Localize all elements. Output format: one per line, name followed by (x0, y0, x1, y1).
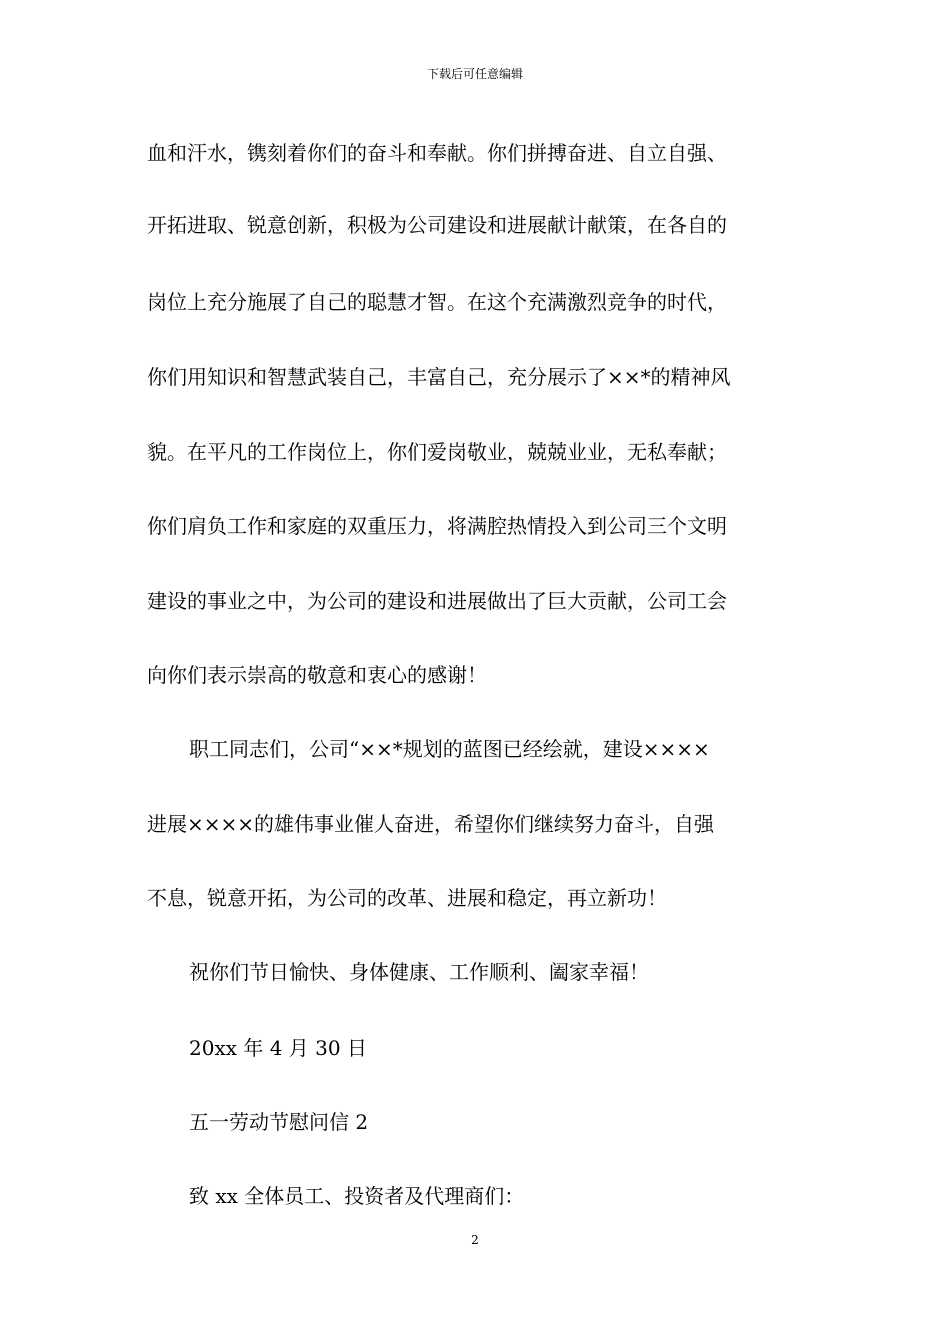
page-number: 2 (471, 1233, 479, 1247)
paragraph-line: 建设的事业之中，为公司的建设和进展做出了巨大贡献，公司工会 (147, 589, 727, 613)
paragraph-line: 你们肩负工作和家庭的双重压力，将满腔热情投入到公司三个文明 (147, 514, 727, 538)
paragraph-line: 你们用知识和智慧武装自己，丰富自己，充分展示了××*的精神风 (147, 365, 731, 389)
section-title: 五一劳动节慰问信 2 (189, 1110, 369, 1134)
paragraph-line: 不息，锐意开拓，为公司的改革、进展和稳定，再立新功！ (147, 886, 667, 910)
salutation-line: 致 xx 全体员工、投资者及代理商们： (189, 1184, 525, 1208)
paragraph-line: 岗位上充分施展了自己的聪慧才智。在这个充满激烈竞争的时代， (147, 290, 727, 314)
paragraph-line: 貌。在平凡的工作岗位上，你们爱岗敬业，兢兢业业，无私奉献； (147, 440, 727, 464)
paragraph-line: 进展××××的雄伟事业催人奋进，希望你们继续努力奋斗，自强 (147, 812, 715, 836)
paragraph-line: 向你们表示崇高的敬意和衷心的感谢！ (147, 663, 487, 687)
paragraph-line: 血和汗水，镌刻着你们的奋斗和奉献。你们拼搏奋进、自立自强、 (147, 141, 727, 165)
paragraph-line: 开拓进取、锐意创新，积极为公司建设和进展献计献策，在各自的 (147, 213, 727, 237)
paragraph-line: 职工同志们，公司“××*规划的蓝图已经绘就，建设×××× (189, 737, 710, 761)
page-header: 下载后可任意编辑 (426, 67, 523, 81)
greeting-line: 祝你们节日愉快、身体健康、工作顺利、阖家幸福！ (189, 960, 649, 984)
date-line: 20xx 年 4 月 30 日 (189, 1036, 367, 1060)
